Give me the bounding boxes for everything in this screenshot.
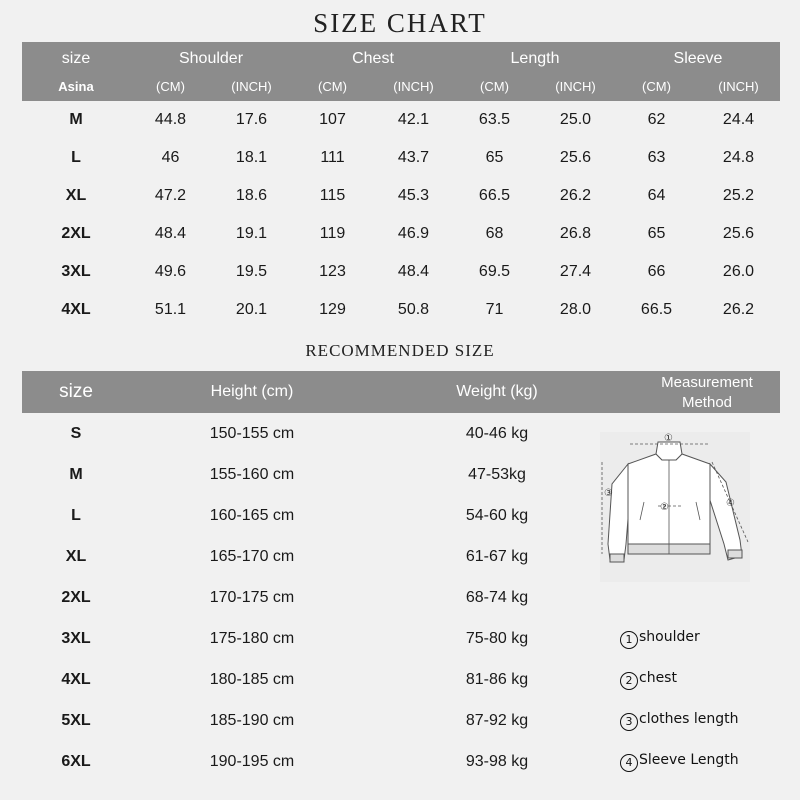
table-cell: 25.2: [722, 187, 755, 204]
table-cell: 170-175 cm: [209, 589, 295, 606]
header-shoulder: Shoulder: [178, 50, 244, 67]
size-label: 5XL: [61, 712, 91, 729]
legend-item-clothes-length: [620, 711, 739, 731]
table-cell: 26.2: [722, 301, 755, 318]
table-cell: 18.1: [235, 149, 268, 166]
table-cell: 48.4: [397, 263, 430, 280]
table-cell: 50.8: [397, 301, 430, 318]
table-row: [22, 291, 780, 329]
table-cell: 25.6: [559, 149, 592, 166]
table-cell: 24.4: [722, 111, 755, 128]
size-label: 3XL: [61, 263, 91, 280]
size-label: 2XL: [61, 225, 91, 242]
table-cell: 49.6: [154, 263, 187, 280]
marker-3: ③: [604, 488, 613, 499]
table-cell: 18.6: [235, 187, 268, 204]
size-label: 3XL: [61, 630, 91, 647]
header-sleeve: Sleeve: [673, 50, 723, 67]
table-cell: 25.6: [722, 225, 755, 242]
size-label: S: [70, 425, 82, 442]
size-label: 4XL: [61, 671, 91, 688]
table-cell: 68-74 kg: [465, 589, 529, 606]
size-label: L: [71, 507, 81, 524]
size-label: M: [69, 466, 83, 483]
legend-number: 1: [620, 631, 638, 649]
table-cell: 43.7: [397, 149, 430, 166]
table-cell: 175-180 cm: [209, 630, 295, 647]
table-cell: 93-98 kg: [465, 753, 529, 770]
table-cell: 190-195 cm: [209, 753, 295, 770]
subheader-inch: (INCH): [231, 79, 272, 94]
size-label: XL: [65, 187, 87, 204]
header-length: Length: [510, 50, 560, 67]
table-cell: 63: [647, 149, 666, 166]
table-cell: 27.4: [559, 263, 592, 280]
table-cell: 160-165 cm: [209, 507, 295, 524]
subheader-inch: (INCH): [555, 79, 596, 94]
page-title: SIZE CHART: [313, 8, 487, 38]
recommended-title: RECOMMENDED SIZE: [305, 341, 495, 360]
jacket-measurement-diagram: [600, 432, 750, 582]
table-cell: 25.0: [559, 111, 592, 128]
table-row: [22, 215, 780, 253]
table-row: [22, 139, 780, 177]
table-cell: 54-60 kg: [465, 507, 529, 524]
table-cell: 71: [485, 301, 504, 318]
table-cell: 155-160 cm: [209, 466, 295, 483]
table-cell: 47-53kg: [468, 466, 526, 483]
subheader-cm: (CM): [156, 79, 185, 94]
table-cell: 150-155 cm: [209, 425, 295, 442]
legend-item-chest: [620, 670, 677, 690]
subheader-inch: (INCH): [393, 79, 434, 94]
size-label: M: [69, 111, 83, 128]
marker-2: ②: [660, 502, 669, 513]
table-cell: 129: [319, 301, 346, 318]
size-label: 2XL: [61, 589, 91, 606]
subheader-cm: (CM): [642, 79, 671, 94]
header-height: Height (cm): [210, 383, 294, 400]
method-label: Method: [681, 394, 733, 411]
legend-item-sleeve-length: [620, 752, 739, 772]
table-cell: 69.5: [478, 263, 511, 280]
table-cell: 115: [319, 187, 346, 204]
size-chart-header: [22, 42, 780, 101]
jacket-icon: [600, 432, 750, 582]
table-cell: 66.5: [640, 301, 673, 318]
table-cell: 107: [319, 111, 346, 128]
table-cell: 48.4: [154, 225, 187, 242]
table-cell: 26.2: [559, 187, 592, 204]
table-cell: 63.5: [478, 111, 511, 128]
header-chest: Chest: [352, 50, 394, 67]
table-cell: 19.1: [235, 225, 268, 242]
recommended-header: [22, 371, 780, 413]
subheader-cm: (CM): [480, 79, 509, 94]
table-cell: 26.8: [559, 225, 592, 242]
legend-item-shoulder: [620, 629, 700, 649]
table-row: [22, 253, 780, 291]
legend-label: Sleeve Length: [639, 752, 739, 768]
header-weight: Weight (kg): [456, 383, 538, 400]
subheader-cm: (CM): [318, 79, 347, 94]
measurement-label: Measurement: [661, 374, 753, 391]
legend-label: clothes length: [639, 711, 739, 727]
table-row: [22, 177, 780, 215]
table-cell: 20.1: [235, 301, 268, 318]
table-cell: 81-86 kg: [465, 671, 529, 688]
header-size: size: [61, 50, 91, 67]
table-cell: 66.5: [478, 187, 511, 204]
table-cell: 46.9: [397, 225, 430, 242]
table-cell: 19.5: [235, 263, 268, 280]
table-cell: 26.0: [722, 263, 755, 280]
table-cell: 65: [485, 149, 504, 166]
table-cell: 68: [485, 225, 504, 242]
table-cell: 28.0: [559, 301, 592, 318]
table-cell: 62: [647, 111, 666, 128]
table-cell: 65: [647, 225, 666, 242]
table-cell: 47.2: [154, 187, 187, 204]
size-label: XL: [65, 548, 87, 565]
table-cell: 111: [320, 149, 345, 166]
table-cell: 17.6: [235, 111, 268, 128]
size-label: L: [71, 149, 81, 166]
table-cell: 185-190 cm: [209, 712, 295, 729]
table-cell: 165-170 cm: [209, 548, 295, 565]
size-label: 4XL: [61, 301, 91, 318]
table-cell: 40-46 kg: [465, 425, 529, 442]
table-row: [22, 101, 780, 139]
table-cell: 42.1: [397, 111, 430, 128]
table-cell: 66: [647, 263, 666, 280]
table-cell: 123: [319, 263, 346, 280]
table-cell: 180-185 cm: [209, 671, 295, 688]
table-row: [22, 577, 780, 618]
subheader-inch: (INCH): [718, 79, 759, 94]
size-label: 6XL: [61, 753, 91, 770]
legend-label: chest: [639, 670, 677, 686]
header-size: size: [59, 381, 93, 402]
header-measurement-method: [632, 373, 782, 413]
table-cell: 24.8: [722, 149, 755, 166]
legend-number: 2: [620, 672, 638, 690]
table-cell: 64: [647, 187, 666, 204]
table-cell: 51.1: [154, 301, 187, 318]
table-cell: 45.3: [397, 187, 430, 204]
table-cell: 44.8: [154, 111, 187, 128]
table-cell: 75-80 kg: [465, 630, 529, 647]
table-cell: 61-67 kg: [465, 548, 529, 565]
legend-number: 3: [620, 713, 638, 731]
table-cell: 119: [319, 225, 346, 242]
table-cell: 87-92 kg: [465, 712, 529, 729]
size-chart-table: [22, 42, 780, 318]
subheader-asina: Asina: [58, 79, 94, 94]
legend-number: 4: [620, 754, 638, 772]
legend-label: shoulder: [639, 629, 700, 645]
table-cell: 46: [161, 149, 180, 166]
marker-4: ④: [726, 498, 735, 509]
marker-1: ①: [664, 433, 673, 444]
